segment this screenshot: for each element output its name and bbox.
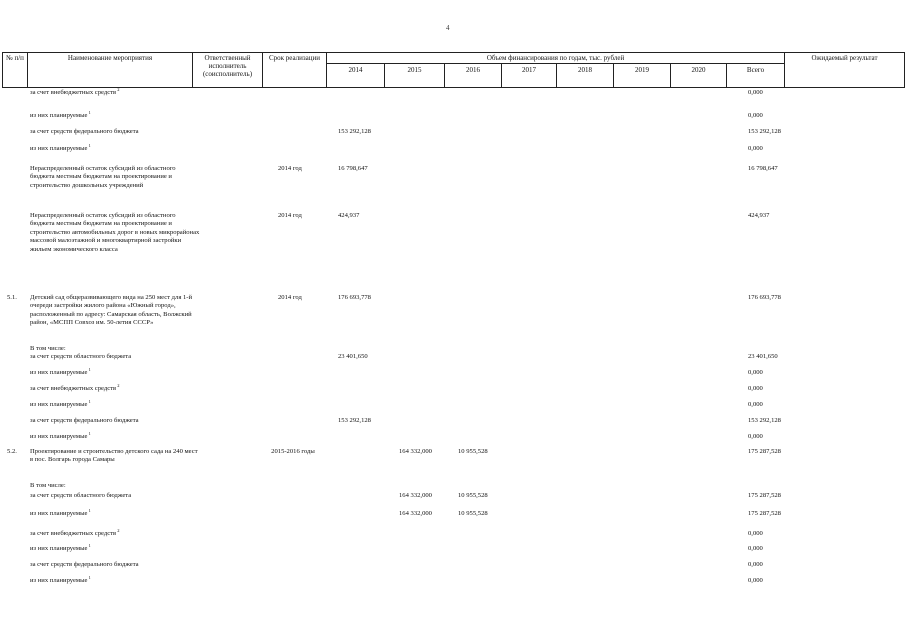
row-description: за счет внебюджетных средств $^2$ xyxy=(30,87,120,96)
header-volume: Объем финансирования по годам, тыс. рублей xyxy=(486,54,625,62)
header-year: 2020 xyxy=(691,66,706,74)
row-description: за счет внебюджетных средств $^2$ xyxy=(30,383,120,392)
row-total: 0,000 xyxy=(748,577,763,584)
row-total: 0,000 xyxy=(748,545,763,552)
row-total: 176 693,778 xyxy=(748,294,781,301)
row-description: Проектирование и строительство детского сада на 240 мест в пос. Волгарь города Самары xyxy=(30,448,198,464)
row-value-2014: 153 292,128 xyxy=(338,128,371,135)
row-number: 5.2. xyxy=(7,448,17,455)
row-total: 0,000 xyxy=(748,89,763,96)
row-description: из них планируемые $^1$ xyxy=(30,399,91,408)
header-total: Всего xyxy=(746,66,765,74)
row-value-2016: 10 955,528 xyxy=(458,448,488,455)
row-value-2015: 164 332,000 xyxy=(399,510,432,517)
row-description: В том числе: xyxy=(30,482,66,489)
row-total: 153 292,128 xyxy=(748,128,781,135)
footnote-mark: 1 xyxy=(87,508,91,513)
row-value-2014: 23 401,650 xyxy=(338,353,368,360)
header-num: № п/п xyxy=(6,54,24,62)
row-total: 0,000 xyxy=(748,112,763,119)
row-description: за счет средств областного бюджета xyxy=(30,492,132,499)
header-year: 2018 xyxy=(578,66,592,74)
header-name: Наименование мероприятия xyxy=(67,54,153,62)
row-total: 0,000 xyxy=(748,145,763,152)
footnote-mark: 1 xyxy=(87,575,91,580)
row-total: 153 292,128 xyxy=(748,417,781,424)
row-value-2016: 10 955,528 xyxy=(458,510,488,517)
row-value-2014: 16 798,647 xyxy=(338,165,368,172)
header-year: 2019 xyxy=(635,66,649,74)
row-value-2015: 164 332,000 xyxy=(399,492,432,499)
row-description: за счет внебюджетных средств $^2$ xyxy=(30,528,120,537)
header-term: Срок реализации xyxy=(268,54,321,62)
footnote-mark: 1 xyxy=(87,543,91,548)
row-value-2016: 10 955,528 xyxy=(458,492,488,499)
row-description: из них планируемые $^1$ xyxy=(30,431,91,440)
row-total: 0,000 xyxy=(748,369,763,376)
row-total: 175 287,528 xyxy=(748,510,781,517)
row-description: из них планируемые $^1$ xyxy=(30,575,91,584)
footnote-mark: 1 xyxy=(87,399,91,404)
row-description: из них планируемые $^1$ xyxy=(30,543,91,552)
row-description: В том числе: xyxy=(30,345,66,352)
row-total: 0,000 xyxy=(748,385,763,392)
row-description: Нераспределенный остаток субсидий из областного бюджета местным бюджетам на проектирование и строительство дошкольных учреждений xyxy=(30,165,176,189)
row-description: из них планируемые $^1$ xyxy=(30,143,91,152)
row-term: 2014 год xyxy=(278,212,302,219)
row-total: 175 287,528 xyxy=(748,448,781,455)
row-total: 0,000 xyxy=(748,561,763,568)
row-total: 424,937 xyxy=(748,212,770,219)
row-value-2014: 153 292,128 xyxy=(338,417,371,424)
header-result: Ожидаемый результат xyxy=(811,54,878,62)
page-number: 4 xyxy=(446,24,450,32)
row-description: из них планируемые $^1$ xyxy=(30,367,91,376)
footnote-mark: 2 xyxy=(116,383,120,388)
row-total: 0,000 xyxy=(748,433,763,440)
footnote-mark: 2 xyxy=(116,528,120,533)
row-value-2014: 424,937 xyxy=(338,212,360,219)
footnote-mark: 2 xyxy=(116,87,120,92)
table-header xyxy=(0,52,905,88)
footnote-mark: 1 xyxy=(87,110,91,115)
row-description: из них планируемые $^1$ xyxy=(30,508,91,517)
row-description: Нераспределенный остаток субсидий из областного бюджета местным бюджетам на проектирование и строительство автомобильных дорог в новых микрорайонах массовой малоэтажной и многоквартирной застройки жильем экономического класса xyxy=(30,212,200,253)
row-total: 0,000 xyxy=(748,401,763,408)
header-year: 2014 xyxy=(348,66,363,74)
header-year: 2016 xyxy=(466,66,480,74)
row-value-2014: 176 693,778 xyxy=(338,294,371,301)
row-description: за счет средств областного бюджета xyxy=(30,353,132,360)
row-term: 2014 год xyxy=(278,294,302,301)
row-description: за счет средств федерального бюджета xyxy=(30,561,139,568)
row-total: 16 798,647 xyxy=(748,165,778,172)
row-total: 175 287,528 xyxy=(748,492,781,499)
footnote-mark: 1 xyxy=(87,431,91,436)
header-year: 2017 xyxy=(522,66,536,74)
header-responsible: Ответственный исполнитель (соисполнитель) xyxy=(202,54,253,78)
footnote-mark: 1 xyxy=(87,143,91,148)
row-total: 0,000 xyxy=(748,530,763,537)
row-description: за счет средств федерального бюджета xyxy=(30,128,139,135)
row-description: из них планируемые $^1$ xyxy=(30,110,91,119)
row-description: за счет средств федерального бюджета xyxy=(30,417,139,424)
row-term: 2015-2016 годы xyxy=(271,448,315,455)
row-total: 23 401,650 xyxy=(748,353,778,360)
header-year: 2015 xyxy=(407,66,422,74)
row-description: Детский сад общеразвивающего вида на 250 мест для 1-й очереди застройки жилого района «Южный город», расположенный по адресу: Самарская область, Волжский район, «МСПП Совхоз им. 50-летия СССР» xyxy=(30,294,193,327)
row-number: 5.1. xyxy=(7,294,17,301)
footnote-mark: 1 xyxy=(87,367,91,372)
row-term: 2014 год xyxy=(278,165,302,172)
row-value-2015: 164 332,000 xyxy=(399,448,432,455)
